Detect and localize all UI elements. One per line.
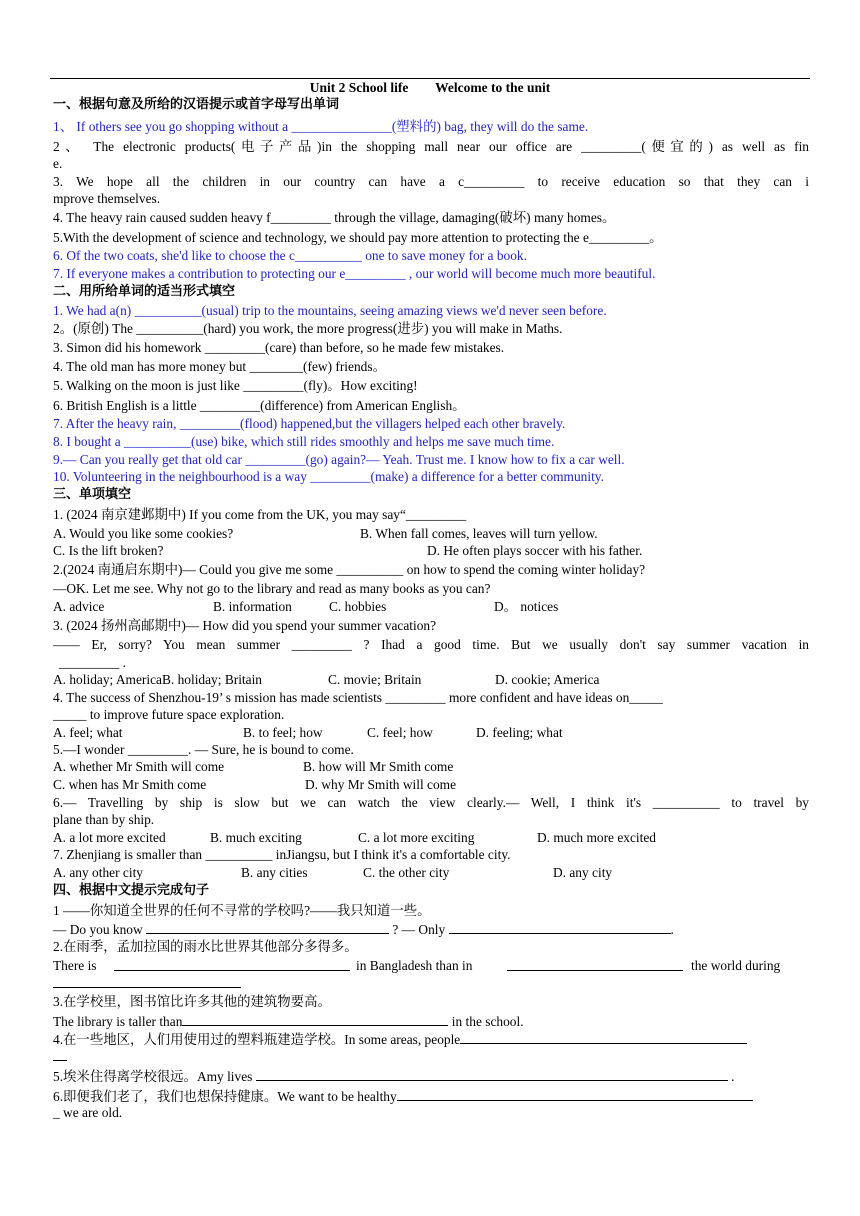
option-a: A. advice: [53, 599, 105, 614]
section-4-heading: 四、根据中文提示完成句子: [53, 883, 210, 898]
page-title: Unit 2 School life Welcome to the unit: [309, 80, 551, 95]
option-a: A. a lot more excited: [53, 830, 166, 845]
option-b: B. much exciting: [210, 830, 302, 845]
tr-q3: 3.在学校里，图书馆比许多其他的建筑物要高。: [53, 994, 331, 1009]
option-c: C. Is the lift broken?: [53, 543, 164, 558]
option-a: A. Would you like some cookies?: [53, 526, 234, 541]
s1-item-1: 1、 If others see you go shopping without a _______________(塑料的) bag, they will do the same.: [53, 119, 589, 134]
tr-q1: 1 ——你知道全世界的任何不寻常的学校吗?——我只知道一些。: [53, 903, 431, 918]
option-c: C. movie; Britain: [328, 672, 422, 687]
answer-blank[interactable]: [449, 920, 671, 934]
option-d: D. He often plays soccer with his father.: [427, 543, 643, 558]
answer-blank[interactable]: [53, 974, 241, 988]
s1-item-2-cont: e.: [53, 156, 63, 171]
option-a: A. whether Mr Smith will come: [53, 759, 225, 774]
mc-q2: 2.(2024 南通启东期中)— Could you give me some __________ on how to spend the coming winter holiday?: [53, 562, 646, 577]
option-a: A. feel; what: [53, 725, 123, 740]
s1-item-2: 2、 The electronic products(电子产品)in the shopping mall near our office are _________(便宜的) as well as fin: [53, 139, 809, 154]
s2-item-3: 3. Simon did his homework _________(care) than before, so he made few mistakes.: [53, 340, 505, 355]
option-c: C. feel; how: [367, 725, 433, 740]
mc-q1: 1. (2024 南京建邺期中) If you come from the UK, you may say“_________: [53, 507, 467, 522]
answer-blank[interactable]: [256, 1067, 728, 1081]
mc-q3-cont: —— Er, sorry? You mean summer _________ ? Ihad a good time. But we usually don't say summer vacation in: [53, 637, 809, 652]
s1-item-6: 6. Of the two coats, she'd like to choose the c__________ one to save money for a book.: [53, 248, 527, 263]
mc-q2-cont: —OK. Let me see. Why not go to the library and read as many books as you can?: [53, 581, 491, 596]
answer-blank[interactable]: [146, 920, 389, 934]
mc-q7: 7. Zhenjiang is smaller than __________ inJiangsu, but I think it's a comfortable city.: [53, 847, 511, 862]
s2-item-7: 7. After the heavy rain, _________(flood) happened,but the villagers helped each other bravely.: [53, 416, 566, 431]
section-3-heading: 三、单项填空: [53, 487, 132, 502]
option-b: B. any cities: [241, 865, 308, 880]
option-d: D. why Mr Smith will come: [305, 777, 457, 792]
tr-q6-cont: _ we are old.: [53, 1105, 123, 1120]
tr-q1-english: — Do you know ? — Only .: [53, 922, 674, 937]
s2-item-5: 5. Walking on the moon is just like _________(fly)。How exciting!: [53, 378, 418, 393]
option-a: A. any other city: [53, 865, 143, 880]
mc-q4: 4. The success of Shenzhou-19’ s mission has made scientists _________ more confident and have ideas on_____: [53, 690, 663, 705]
s1-item-3-cont: mprove themselves.: [53, 191, 161, 206]
s2-item-6: 6. British English is a little _________(difference) from American English。: [53, 398, 466, 413]
tr-q6: 6.即便我们老了，我们也想保持健康。We want to be healthy: [53, 1087, 809, 1105]
tr-q4-cont: [53, 1047, 809, 1065]
s2-item-1: 1. We had a(n) __________(usual) trip to the mountains, seeing amazing views we'd never seen before.: [53, 303, 607, 318]
option-d: D。 notices: [494, 599, 559, 614]
option-d: D. much more excited: [537, 830, 656, 845]
answer-blank[interactable]: [460, 1030, 747, 1044]
mc-q3-cont2: _________ .: [59, 655, 126, 670]
s2-item-9: 9.— Can you really get that old car _________(go) again?— Yeah. Trust me. I know how to fix a car well.: [53, 452, 625, 467]
s1-item-5: 5.With the development of science and technology, we should pay more attention to protecting the e_________。: [53, 230, 663, 245]
mc-q6: 6.— Travelling by ship is slow but we can watch the view clearly.— Well, I think it's __________ to travel by: [53, 795, 809, 810]
section-1-heading: 一、根据句意及所给的汉语提示或首字母写出单词: [53, 97, 340, 112]
option-c: C. the other city: [363, 865, 450, 880]
mc-q6-cont: plane than by ship.: [53, 812, 155, 827]
answer-blank[interactable]: [397, 1087, 753, 1101]
tr-q5: 5.埃米住得离学校很远。Amy lives .: [53, 1069, 735, 1084]
option-c: C. when has Mr Smith come: [53, 777, 207, 792]
option-d: D. feeling; what: [476, 725, 563, 740]
mc-q4-cont: _____ to improve future space exploration.: [53, 707, 285, 722]
s1-item-3: 3. We hope all the children in our country can have a c_________ to receive education so that they can i: [53, 174, 809, 189]
s2-item-4: 4. The old man has more money but ________(few) friends。: [53, 359, 386, 374]
answer-blank[interactable]: [182, 1012, 448, 1026]
s1-item-7: 7. If everyone makes a contribution to protecting our e_________ , our world will become much more beautiful.: [53, 266, 656, 281]
tr-q3-english: The library is taller than in the school.: [53, 1014, 524, 1029]
option-b: B. how will Mr Smith come: [303, 759, 454, 774]
s1-item-4: 4. The heavy rain caused sudden heavy f_________ through the village, damaging(破坏) many homes。: [53, 210, 616, 225]
answer-blank[interactable]: [114, 957, 350, 971]
answer-blank[interactable]: [507, 957, 683, 971]
option-b: B. When fall comes, leaves will turn yellow.: [360, 526, 598, 541]
option-d: D. cookie; America: [495, 672, 600, 687]
mc-q3: 3. (2024 扬州高邮期中)— How did you spend your summer vacation?: [53, 618, 437, 633]
s2-item-8: 8. I bought a __________(use) bike, which still rides smoothly and helps me save much time.: [53, 434, 555, 449]
option-b: B. to feel; how: [243, 725, 323, 740]
tr-q4: 4.在一些地区，人们用使用过的塑料瓶建造学校。In some areas, people: [53, 1030, 809, 1048]
tr-q2: 2.在雨季，孟加拉国的雨水比世界其他部分多得多。: [53, 939, 358, 954]
section-2-heading: 二、用所给单词的适当形式填空: [53, 284, 236, 299]
answer-blank[interactable]: [53, 1047, 67, 1061]
option-c: C. a lot more exciting: [358, 830, 475, 845]
s2-item-10: 10. Volunteering in the neighbourhood is a way _________(make) a difference for a better community.: [53, 469, 604, 484]
s2-item-2: 2。(原创) The __________(hard) you work, the more progress(进步) you will make in Maths.: [53, 321, 563, 336]
option-c: C. hobbies: [329, 599, 387, 614]
mc-q5: 5.—I wonder _________. — Sure, he is bound to come.: [53, 742, 354, 757]
option-d: D. any city: [553, 865, 613, 880]
top-rule: [50, 78, 810, 79]
option-ab: A. holiday; AmericaB. holiday; Britain: [53, 672, 263, 687]
option-b: B. information: [213, 599, 292, 614]
tr-q2-cont: [53, 974, 809, 992]
